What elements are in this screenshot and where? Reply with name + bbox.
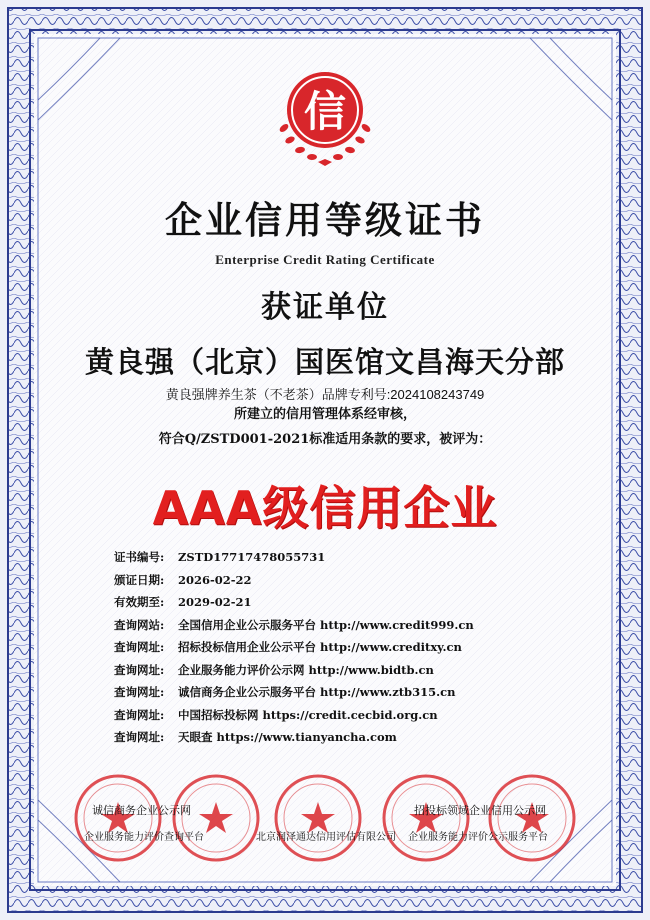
info-label: 有效期至: [114, 595, 165, 609]
info-label: 查询网址: [114, 707, 165, 722]
certificate-info-list [114, 549, 554, 752]
info-row [114, 662, 554, 685]
certificate-title: 企业信用等级证书 [165, 198, 485, 242]
seal-caption: 企业服务能力评价查询平台 [84, 832, 204, 843]
seal-caption: 企业服务能力评价公示服务平台 [408, 832, 548, 843]
info-row [114, 639, 554, 662]
seal-stamp-icon [272, 772, 364, 864]
info-value: 企业服务能力评价公示网 http://www.bidtb.cn [178, 662, 434, 677]
credit-emblem-icon [270, 58, 380, 170]
seal-stamp-icon [380, 772, 472, 864]
info-value: 中国招标投标网 https://credit.cecbid.org.cn [178, 707, 438, 722]
info-label: 证书编号: [114, 550, 165, 564]
brand-patent-line: 黄良强牌养生茶（不老茶）品牌专利号:2024108243749 [165, 387, 485, 402]
info-row [114, 617, 554, 640]
certificate-title-en: Enterprise Credit Rating Certificate [215, 252, 435, 267]
info-label: 查询网址: [114, 662, 165, 677]
info-value: 2026-02-22 [178, 572, 252, 587]
seal-caption: 诚信商务企业公示网 [92, 804, 191, 817]
info-label: 查询网站: [114, 617, 165, 632]
info-row [114, 549, 554, 572]
info-label: 查询网址: [114, 730, 165, 744]
info-value: 天眼查 https://www.tianyancha.com [178, 730, 397, 744]
organization-name: 黄良强（北京）国医馆文昌海天分部 [84, 345, 565, 379]
info-row [114, 729, 554, 752]
awardee-label: 获证单位 [261, 290, 389, 325]
info-value: 2029-02-21 [178, 595, 252, 609]
info-row [114, 684, 554, 707]
seal-caption: 招投标领域企业信用公示网 [414, 804, 546, 817]
credit-rating: AAA级信用企业 [152, 481, 498, 535]
system-review-line: 所建立的信用管理体系经审核， [233, 407, 416, 422]
info-value: 全国信用企业公示服务平台 http://www.credit999.cn [178, 617, 474, 632]
info-label: 颁证日期: [114, 572, 165, 587]
standard-line: 符合Q/ZSTD001-2021标准适用条款的要求，被评为： [158, 432, 492, 447]
info-value: ZSTD17717478055731 [178, 550, 326, 564]
seal-stamp-icon [72, 772, 164, 864]
seal-stamp-icon [486, 772, 578, 864]
info-value: 招标投标信用企业公示平台 http://www.creditxy.cn [178, 640, 462, 654]
seal-caption: 北京润泽通达信用评估有限公司 [256, 832, 396, 843]
seal-stamp-icon [170, 772, 262, 864]
info-row [114, 594, 554, 617]
info-row [114, 572, 554, 595]
info-label: 查询网址: [114, 640, 165, 654]
info-value: 诚信商务企业公示服务平台 http://www.ztb315.cn [178, 685, 456, 699]
info-row [114, 707, 554, 730]
svg-text:信: 信 [303, 87, 347, 136]
info-label: 查询网址: [114, 685, 165, 699]
